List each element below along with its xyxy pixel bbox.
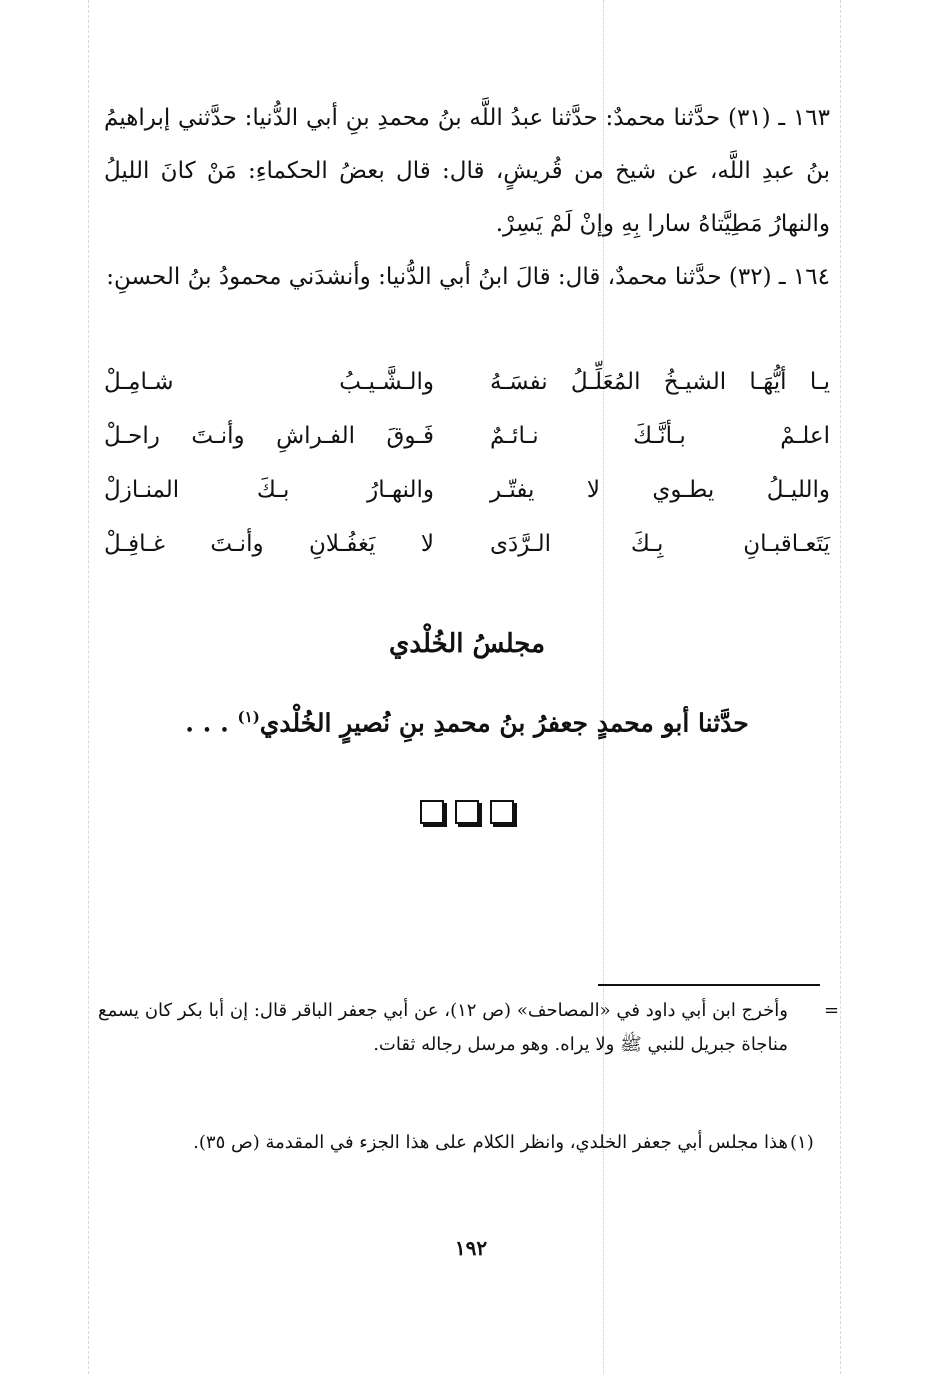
- square-ornament-icon: [455, 800, 479, 824]
- hadith-163: ١٦٣ ـ (٣١) حدَّثنا محمدٌ: حدَّثنا عبدُ اللَّه بنُ محمدِ بنِ أبي الدُّنيا: حدَّثني إبراهيمُ بنُ عبدِ اللَّه، عن شيخ من قُريشٍ، قال: قال بعضُ الحكماءِ: مَنْ كانَ الليلُ والنهارُ مَطِيَّتاهُ سارا بِهِ وإنْ لَمْ يَسِرْ.: [104, 105, 830, 237]
- verse-second-hemistich: والنهـارُ بـكَ المنـازلْ: [104, 477, 434, 503]
- verse-first-hemistich: والليـلُ يطـوي لا يفتّـر: [490, 477, 830, 503]
- majlis-title: مجلسُ الخُلْدي: [388, 629, 546, 659]
- scan-guide-line: [840, 0, 841, 1374]
- majlis-opening-text: حدَّثنا أبو محمدٍ جعفرُ بنُ محمدِ بنِ نُصيرٍ الخُلْدي: [259, 708, 749, 738]
- verse-first-hemistich: اعلـمْ بـأنَّـكَ نـائـمٌ: [490, 423, 830, 449]
- footnote-continuation: وأخرج ابن أبي داود في «المصاحف» (ص ١٢)، عن أبي جعفر الباقر قال: إن أبا بكر كان يسمع مناجاة جبريل للنبي ﷺ ولا يراه. وهو مرسل رجاله ثقات.: [98, 1000, 788, 1055]
- verse-first-hemistich: يـا أيُّهَـا الشيـخُ المُعَلِّـلُ نفسَـهُ: [490, 369, 830, 395]
- verse-line: [104, 410, 830, 463]
- footnote-continuation-mark: =: [824, 1000, 840, 1021]
- footnote-reference: (١): [237, 708, 260, 726]
- verse-second-hemistich: لا يَغفُـلانِ وأنـتَ غـافِـلْ: [104, 531, 434, 557]
- verse-second-hemistich: فَـوقَ الفـراشِ وأنـتَ راحـلْ: [104, 423, 434, 449]
- verse-line: [104, 518, 830, 571]
- verse-first-hemistich: يَتَعـاقبـانِ بِـكَ الـرَّدَى: [490, 531, 830, 557]
- scan-guide-line: [88, 0, 89, 1374]
- verse-line: [104, 356, 830, 409]
- page-number: ١٩٢: [454, 1236, 488, 1260]
- ellipsis: . . .: [185, 708, 229, 738]
- hadith-164: ١٦٤ ـ (٣٢) حدَّثنا محمدٌ، قال: قالَ ابنُ أبي الدُّنيا: وأنشدَني محمودُ بنُ الحسنِ:: [106, 264, 830, 290]
- square-ornament-icon: [420, 800, 444, 824]
- majlis-opening-line: [104, 692, 830, 748]
- footnote-separator-rule: [598, 984, 820, 986]
- verse-line: [104, 464, 830, 517]
- section-separator: [104, 800, 830, 828]
- footnote-1: هذا مجلس أبي جعفر الخلدي، وانظر الكلام على هذا الجزء في المقدمة (ص ٣٥).: [193, 1132, 788, 1153]
- square-ornament-icon: [490, 800, 514, 824]
- footnote-number: (١): [790, 1132, 814, 1153]
- verse-second-hemistich: والـشَّـيـبُ شـامِـلْ: [104, 369, 434, 395]
